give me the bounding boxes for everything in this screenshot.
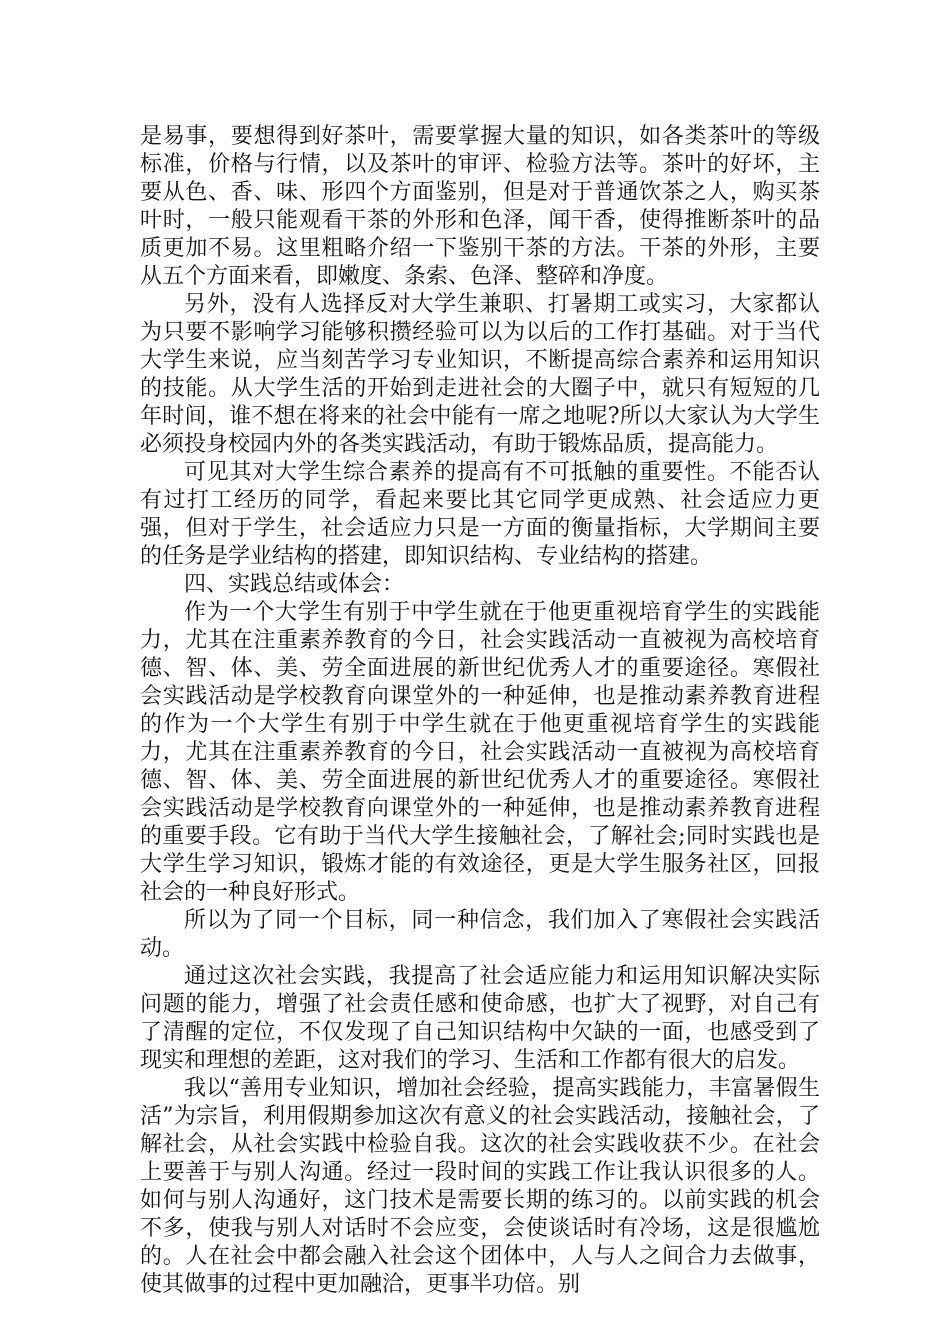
paragraph-comprehensive-quality: 可见其对大学生综合素养的提高有不可抵触的重要性。不能否认有过打工经历的同学，看起来要比其它同学更成熟、社会适应力更强，但对于学生，社会适应力只是一方面的衡量指标，大学期间主要的任务是学业结构的搭建，即知识结构、专业结构的搭建。 — [140, 460, 820, 569]
paragraph-communication: 我以“善用专业知识，增加社会经验，提高实践能力，丰富暑假生活”为宗旨，利用假期参加这次有意义的社会实践活动，接触社会，了解社会，从社会实践中检验自我。这次的社会实践收获不少。在社会上要善于与别人沟通。经过一段时间的实践工作让我认识很多的人。如何与别人沟通好，这门技术是需要长期的练习的。以前实践的机会不多，使我与别人对话时不会应变，会使谈话时有冷场，这是很尴尬的。人在社会中都会融入社会这个团体中，人与人之间合力去做事，使其做事的过程中更加融洽，更事半功倍。别 — [140, 1076, 820, 1297]
paragraph-common-goal: 所以为了同一个目标，同一种信念，我们加入了寒假社会实践活动。 — [140, 908, 820, 961]
paragraph-tea-identification: 是易事，要想得到好茶叶，需要掌握大量的知识，如各类茶叶的等级标准，价格与行情，以及茶叶的审评、检验方法等。茶叶的好坏，主要从色、香、味、形四个方面鉴别，但是对于普通饮茶之人，购买茶叶时，一般只能观看干茶的外形和色泽，闻干香，使得推断茶叶的品质更加不易。这里粗略介绍一下鉴别干茶的方法。干茶的外形，主要从五个方面来看，即嫩度、条索、色泽、整碎和净度。 — [140, 124, 820, 289]
section-heading-summary: 四、实践总结或体会： — [184, 572, 405, 597]
paragraph-part-time-work: 另外，没有人选择反对大学生兼职、打暑期工或实习，大家都认为只要不影响学习能够积攒经验可以为以后的工作打基础。对于当代大学生来说，应当刻苦学习专业知识，不断提高综合素养和运用知识的技能。从大学生活的开始到走进社会的大圈子中，就只有短短的几年时间，谁不想在将来的社会中能有一席之地呢?所以大家认为大学生必须投身校园内外的各类实践活动，有助于锻炼品质，提高能力。 — [140, 292, 820, 457]
paragraph-improvement: 通过这次社会实践，我提高了社会适应能力和运用知识解决实际问题的能力，增强了社会责任感和使命感，也扩大了视野，对自己有了清醒的定位，不仅发现了自己知识结构中欠缺的一面，也感受到了现实和理想的差距，这对我们的学习、生活和工作都有很大的启发。 — [140, 964, 820, 1073]
paragraph-practice-ability: 作为一个大学生有别于中学生就在于他更重视培育学生的实践能力，尤其在注重素养教育的今日，社会实践活动一直被视为高校培育德、智、体、美、劳全面进展的新世纪优秀人才的重要途径。寒假社会实践活动是学校教育向课堂外的一种延伸，也是推动素养教育进程的作为一个大学生有别于中学生就在于他更重视培育学生的实践能力，尤其在注重素养教育的今日，社会实践活动一直被视为高校培育德、智、体、美、劳全面进展的新世纪优秀人才的重要途径。寒假社会实践活动是学校教育向课堂外的一种延伸，也是推动素养教育进程的重要手段。它有助于当代大学生接触社会，了解社会;同时实践也是大学生学习知识，锻炼才能的有效途径，更是大学生服务社区，回报社会的一种良好形式。 — [140, 600, 820, 905]
document-page — [140, 123, 820, 1299]
